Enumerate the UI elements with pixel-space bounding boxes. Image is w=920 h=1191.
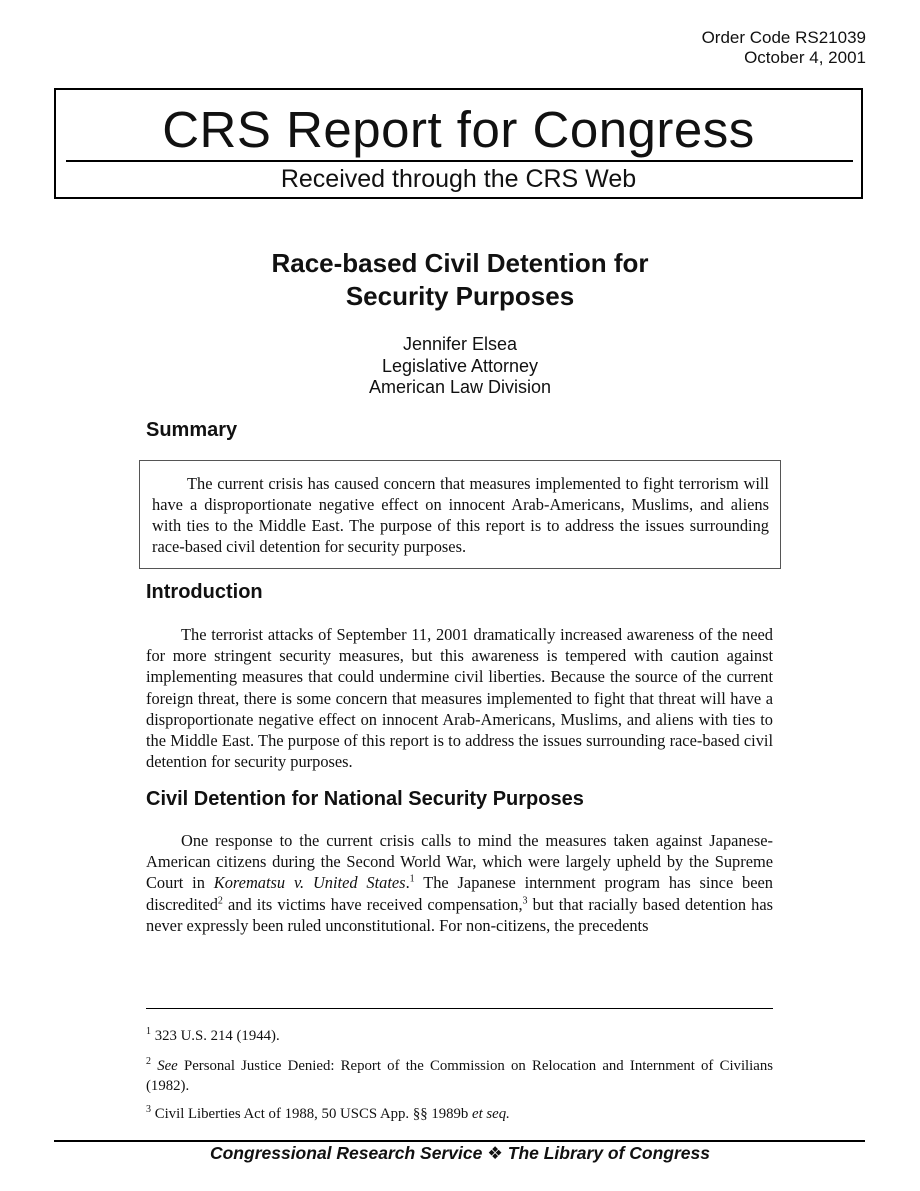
order-code: Order Code RS21039 [701,28,866,47]
masthead-rule [66,160,853,162]
masthead-title: CRS Report for Congress [162,101,755,158]
footnote-2 [146,1056,773,1096]
footnote-divider [146,1008,773,1009]
civil-detention-heading: Civil Detention for National Security Purposes [146,788,584,810]
report-title-line2: Security Purposes [345,281,575,311]
civil-text-a: One response to the current crisis calls to mind the measures taken against Japanese-American citizens during the Second World War, which were largely upheld by the Supreme Court in [146,831,773,893]
civil-text-c: The Japanese internment program has since been discredited [146,873,774,914]
introduction-heading: Introduction [146,581,263,603]
footnote-ref-2[interactable]: 2 [217,895,223,907]
footnote-1-text: 323 U.S. 214 (1944). [154,1028,280,1044]
masthead-subtitle: Received through the CRS Web [280,165,637,193]
footer-text: Congressional Research Service ❖ The Library of Congress [209,1143,711,1163]
order-info [702,28,866,68]
introduction-body [146,624,773,772]
author-division: American Law Division [368,377,552,397]
footnote-3 [146,1104,773,1124]
civil-text-b: . [405,873,410,893]
case-name: Korematsu v. United States [213,873,406,893]
introduction-text: The terrorist attacks of September 11, 2001 dramatically increased awareness of the need for more stringent security measures, but this awareness is tempered with caution against implementing measures that could undermine civil liberties. Because the source of the current foreign threat, there is some concern that measures implemented to fight that threat will have a disproportionate negative effect on innocent Arab-Americans, Muslims, and aliens with ties to the Middle East. The purpose of this report is to address the issues surrounding race-based civil detention for security purposes. [146,625,773,772]
author-name: Jennifer Elsea [402,334,518,354]
footnote-2-see: See [157,1058,178,1074]
civil-detention-text [146,830,773,936]
civil-text-d: and its victims have received compensation, [222,894,523,914]
author-position: Legislative Attorney [381,356,539,376]
footnote-2-number: 2 [146,1056,151,1068]
masthead [54,88,863,199]
civil-detention-body [146,830,773,936]
report-title-line1: Race-based Civil Detention for [271,248,649,278]
footnote-3-etseq: et seq. [472,1106,510,1122]
footnote-ref-1[interactable]: 1 [409,873,415,885]
civil-text-e: but that racially based detention has never expressly been ruled unconstitutional. For non-citizens, the precedents [146,894,773,935]
summary-heading: Summary [146,419,238,441]
footnote-3-number: 3 [146,1104,151,1116]
order-date: October 4, 2001 [744,48,866,67]
footnote-3-text: Civil Liberties Act of 1988, 50 USCS App. §§ 1989b [154,1106,473,1122]
footnote-1 [146,1026,773,1046]
summary-text: The current crisis has caused concern that measures implemented to fight terrorism will have a disproportionate negative effect on innocent Arab-Americans, Muslims, and aliens with ties to the Middle East. The purpose of this report is to address the issues surrounding race-based civil detention for security purposes. [152,474,769,556]
footnote-1-number: 1 [146,1026,151,1038]
summary-box [139,460,781,569]
footnote-2-text: Personal Justice Denied: Report of the Commission on Relocation and Internment of Civilians (1982). [146,1058,774,1094]
footnote-ref-3[interactable]: 3 [522,895,528,907]
